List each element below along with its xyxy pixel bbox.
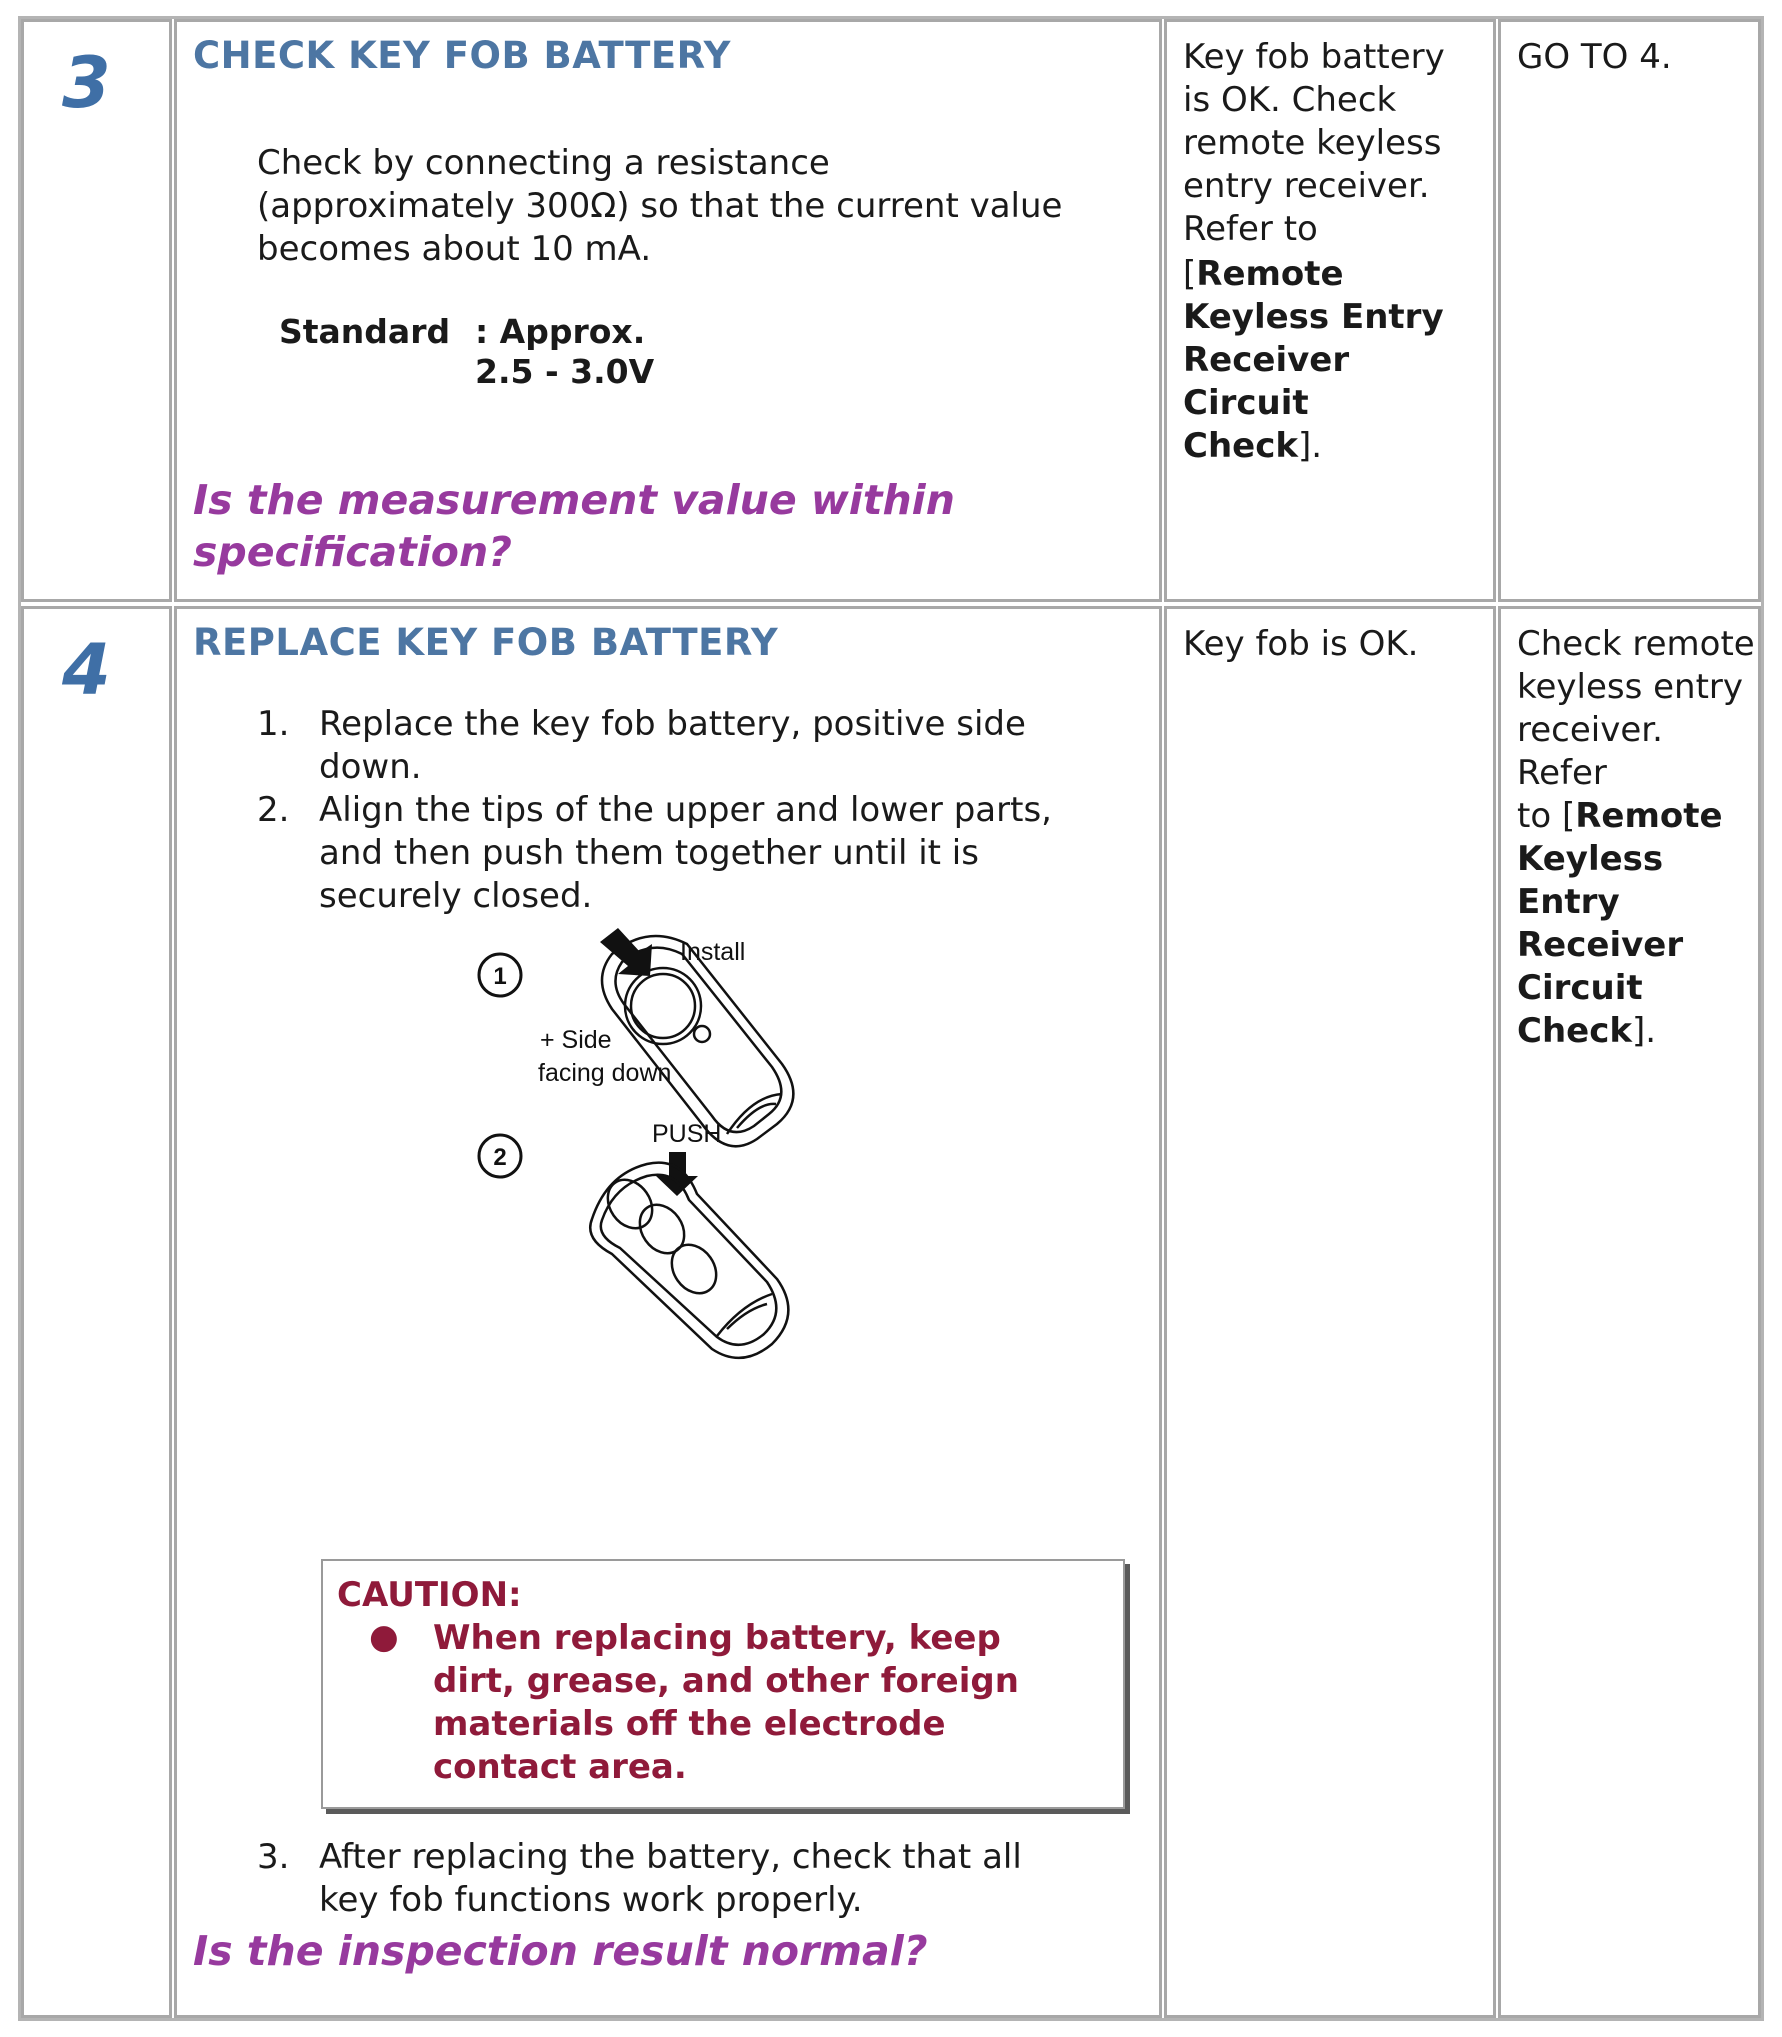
svg-text:1: 1 [493, 963, 507, 990]
step4-ok-result: Key fob is OK. [1183, 624, 1419, 664]
svg-text:2: 2 [493, 1144, 507, 1171]
install-arrow-icon [600, 928, 652, 976]
step3-ng-result[interactable]: GO TO 4. [1517, 37, 1672, 77]
step3-title: CHECK KEY FOB BATTERY [193, 34, 731, 77]
push-label: PUSH [652, 1120, 722, 1148]
step3-procedure-cell [174, 19, 1162, 602]
key-fob-closed-drawing [590, 1163, 788, 1358]
step4-number: 4 [62, 629, 111, 711]
step4-number-cell [21, 606, 172, 2018]
step4-instruction-list [257, 703, 1077, 918]
step3-standard-value: : Approx. 2.5 - 3.0V [475, 312, 655, 391]
bullet-icon: ● [369, 1617, 399, 1657]
remote-keyless-entry-receiver-check-link[interactable]: to [Remote Keyless Entry Receiver Circuit Check]. [1517, 796, 1723, 1051]
caution-heading: CAUTION: [337, 1575, 522, 1615]
step4-ng-result-cell [1498, 606, 1761, 2018]
step4-final-instruction [257, 1836, 1077, 1922]
step4-ok-result-cell [1164, 606, 1496, 2018]
step3-number-cell [21, 19, 172, 602]
caution-text: When replacing battery, keep dirt, grease, and other foreign materials off the electrode contact area. [433, 1618, 1019, 1787]
step3-description: Check by connecting a resistance (approximately 300Ω) so that the current value becomes about 10 mA. [257, 143, 1063, 269]
install-label: Install [680, 938, 746, 966]
list-item: 3. After replacing the battery, check that all key fob functions work properly. [257, 1837, 1022, 1920]
step3-number: 3 [62, 42, 111, 124]
step4-title: REPLACE KEY FOB BATTERY [193, 621, 779, 664]
step4-ng-result: Check remote keyless entry receiver. Refer to [Remote Keyless Entry Receiver Circuit Check]. [1517, 623, 1758, 1053]
step4-question: Is the inspection result normal? [193, 1927, 928, 1975]
step3-ng-result-cell [1498, 19, 1761, 602]
step4-procedure-cell [174, 606, 1162, 2018]
step3-ok-result-cell [1164, 19, 1496, 602]
figure-step-2-marker [479, 1135, 521, 1177]
list-item: 2. Align the tips of the upper and lower parts, and then push them together until it is securely closed. [257, 790, 1052, 916]
step3-standard-label: Standard [279, 312, 451, 351]
caution-box [321, 1559, 1125, 1809]
step3-ok-result: Key fob battery is OK. Check remote keyless entry receiver. Refer to [Remote Keyless Entry Receiver Circuit Check]. [1183, 37, 1445, 466]
figure-step-1-marker [479, 954, 521, 996]
key-fob-battery-figure [472, 924, 902, 1454]
facing-down-label: facing down [538, 1059, 672, 1087]
step3-question: Is the measurement value within specification? [193, 476, 955, 576]
diagnostic-table [18, 16, 1764, 2021]
remote-keyless-entry-receiver-check-link[interactable]: [Remote Keyless Entry Receiver Circuit Check]. [1183, 254, 1444, 466]
list-item: 1. Replace the key fob battery, positive side down. [257, 704, 1026, 787]
side-label: + Side [540, 1026, 612, 1054]
